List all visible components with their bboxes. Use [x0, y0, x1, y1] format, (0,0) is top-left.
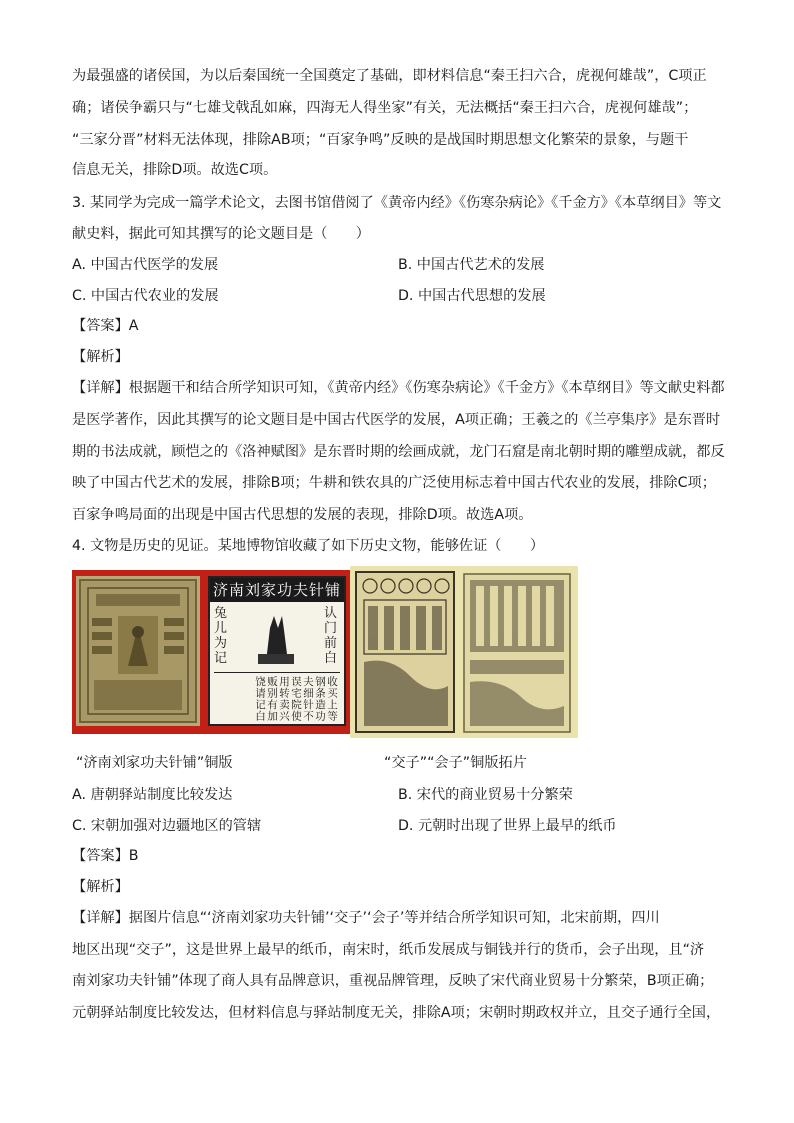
- q4-answer: 【答案】B: [72, 848, 139, 864]
- q4-option-c: C. 宋朝加强对边疆地区的管辖: [72, 818, 262, 834]
- q3-option-d: D. 中国古代思想的发展: [398, 288, 546, 304]
- q3-option-b: B. 中国古代艺术的发展: [398, 257, 545, 273]
- q3-stem-line-2: 献史料，据此可知其撰写的论文题目是（ ）: [72, 226, 370, 242]
- ad-bottom-text: 收买上等钢条造功夫细针不误宅院使用转卖兴贩别有加饶请记白: [254, 676, 338, 722]
- bronze-plate-image: [72, 570, 204, 734]
- q3-analysis-label: 【解析】: [72, 349, 129, 365]
- ad-right-text: 兔儿为记: [214, 606, 228, 666]
- q4-detail-line-2: 地区出现“交子”，这是世界上最早的纸币，南宋时，纸币发展成与铜钱并行的货币，会子出现，且“济: [72, 942, 705, 958]
- q3-option-c: C. 中国古代农业的发展: [72, 288, 219, 304]
- q4-detail-line-1: 【详解】据图片信息“‘济南刘家功夫针铺’‘交子’‘会子’等并结合所学知识可知，北宋前期，四川: [72, 910, 660, 926]
- q4-analysis-label: 【解析】: [72, 879, 129, 895]
- q3-detail-line-1: 【详解】根据题干和结合所学知识可知，《黄帝内经》《伤寒杂病论》《千金方》《本草纲目》等文献史料都: [72, 380, 725, 396]
- prev-analysis-line-4: 信息无关，排除D项。故选C项。: [72, 162, 278, 178]
- ad-title: 济南刘家功夫针铺: [210, 578, 344, 602]
- caption-bronze-plate: “济南刘家功夫针铺”铜版: [76, 755, 233, 771]
- q4-option-d: D. 元朝时出现了世界上最早的纸币: [398, 818, 617, 834]
- prev-analysis-line-2: 确；诸侯争霸只与“七雄戈戟乱如麻，四海无人得坐家”有关，无法概括“秦王扫六合，虎视何雄哉”；: [72, 100, 698, 116]
- q3-stem-line-1: 3. 某同学为完成一篇学术论文，去图书馆借阅了《黄帝内经》《伤寒杂病论》《千金方》《本草纲目》等文: [72, 195, 722, 211]
- q3-answer: 【答案】A: [72, 318, 139, 334]
- q3-detail-line-3: 期的书法成就，顾恺之的《洛神赋图》是东晋时期的绘画成就，龙门石窟是南北朝时期的雕塑成就，都反: [72, 444, 725, 460]
- needle-shop-ad-image: [204, 570, 350, 734]
- q4-detail-line-4: 元朝驿站制度比较发达，但材料信息与驿站制度无关，排除A项；宋朝时期政权并立，且交子通行全国，: [72, 1005, 721, 1021]
- q4-stem: 4. 文物是历史的见证。某地博物馆收藏了如下历史文物，能够佐证（ ）: [72, 538, 545, 554]
- prev-analysis-line-1: 为最强盛的诸侯国，为以后秦国统一全国奠定了基础，即材料信息“秦王扫六合，虎视何雄哉”，C项正: [72, 68, 707, 84]
- jiaozi-huizi-rubbing-image: [350, 566, 578, 738]
- ad-left-text: 认门前白: [324, 606, 338, 666]
- q3-detail-line-5: 百家争鸣局面的出现是中国古代思想的发展的表现，排除D项。故选A项。: [72, 507, 533, 523]
- bronze-plate-illustration: [76, 576, 200, 726]
- q4-option-a: A. 唐朝驿站制度比较发达: [72, 787, 233, 803]
- prev-analysis-line-3: “三家分晋”材料无法体现，排除AB项；“百家争鸣”反映的是战国时期思想文化繁荣的景象，与题干: [72, 132, 689, 148]
- q3-option-a: A. 中国古代医学的发展: [72, 257, 219, 273]
- banknote-rubbing-illustration: [350, 566, 578, 738]
- rabbit-emblem-icon: [248, 608, 304, 666]
- q3-detail-line-4: 映了中国古代艺术的发展，排除B项；牛耕和铁农具的广泛使用标志着中国古代农业的发展，排除C项；: [72, 475, 716, 491]
- q4-detail-line-3: 南刘家功夫针铺”体现了商人具有品牌意识，重视品牌管理，反映了宋代商业贸易十分繁荣，B项正确；: [72, 973, 714, 989]
- q4-option-b: B. 宋代的商业贸易十分繁荣: [398, 787, 573, 803]
- caption-banknote-rubbing: “交子”“会子”铜版拓片: [384, 755, 527, 771]
- q3-detail-line-2: 是医学著作，因此其撰写的论文题目是中国古代医学的发展，A项正确；王羲之的《兰亭集序》是东晋时: [72, 412, 721, 428]
